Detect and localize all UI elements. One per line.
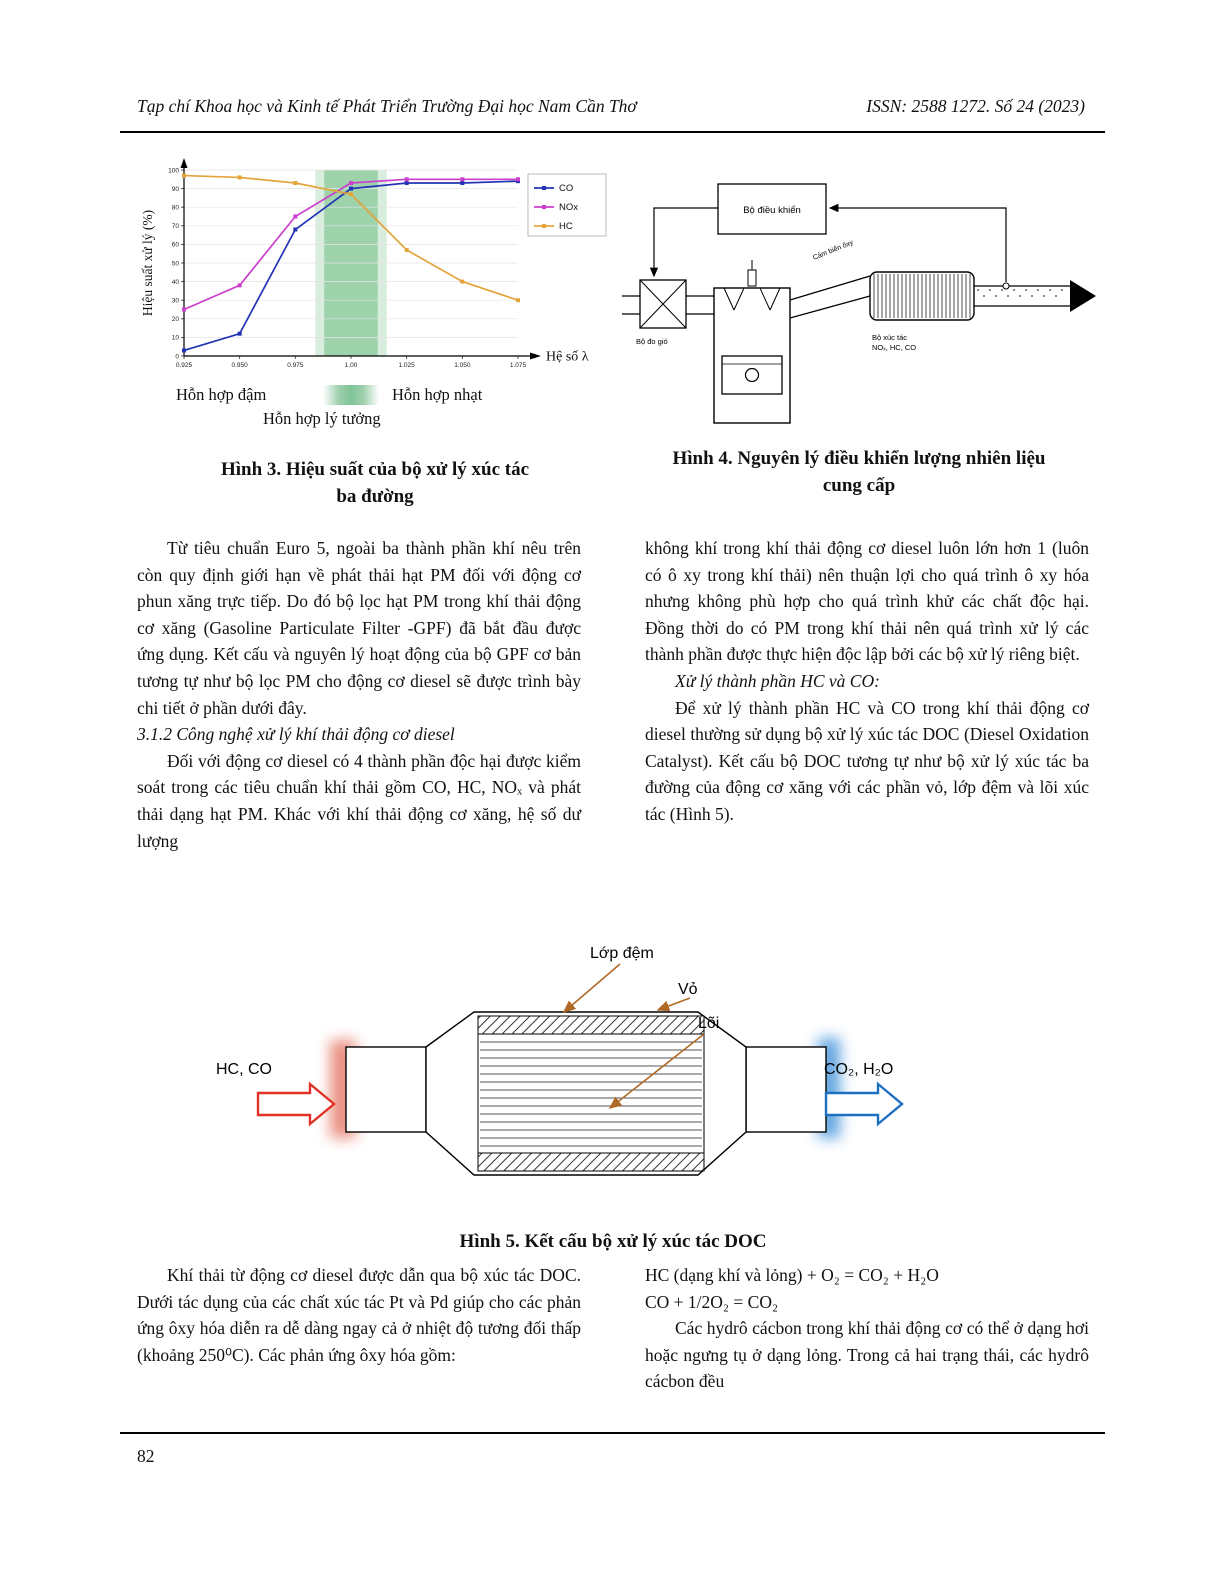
svg-text:Hệ số λ: Hệ số λ xyxy=(546,349,589,365)
outlet-pipe xyxy=(746,1047,826,1132)
sensor-feedback-line xyxy=(830,208,1006,282)
footer-rule xyxy=(120,1432,1105,1434)
exhaust-flow-arrow xyxy=(1070,280,1096,312)
svg-text:80: 80 xyxy=(171,204,179,212)
svg-text:HC: HC xyxy=(559,221,573,233)
svg-text:60: 60 xyxy=(171,241,179,249)
ideal-mixture-row xyxy=(140,409,610,433)
subsection-heading: 3.1.2 Công nghệ xử lý khí thải động cơ diesel xyxy=(137,724,455,745)
body-columns-top xyxy=(137,535,1089,854)
ecu-label: Bộ điều khiển xyxy=(743,205,801,216)
equation: CO + 1/2O₂ = CO₂ xyxy=(645,1291,779,1312)
paragraph: Đối với động cơ diesel có 4 thành phần độc hại được kiểm soát trong các tiêu chuẩn khí thải gồm CO, HC, NOₓ và phát thải dạng hạt PM. Khác với khí thải động cơ xăng, hệ số dư lượng xyxy=(137,750,581,851)
svg-text:1.050: 1.050 xyxy=(454,362,471,369)
equation: HC (dạng khí và lỏng) + O₂ = CO₂ + H₂O xyxy=(645,1265,939,1285)
paragraph: Khí thải từ động cơ diesel được dẫn qua bộ xúc tác DOC. Dưới tác dụng của các chất xúc tác Pt và Pd giúp cho các phản ứng ôxy hóa diễn ra dễ dàng ngay cả ở nhiệt độ tương đối thấp (khoảng 250⁰C). Các phản ứng ôxy hóa gồm: xyxy=(137,1265,581,1365)
svg-text:CO: CO xyxy=(559,183,574,195)
svg-text:0.975: 0.975 xyxy=(287,362,304,369)
svg-text:20: 20 xyxy=(171,316,179,324)
figure-5 xyxy=(137,942,1089,1256)
lean-mixture-label: Hỗn hợp nhạt xyxy=(392,385,483,404)
svg-text:70: 70 xyxy=(171,223,179,231)
svg-text:NOx: NOx xyxy=(559,202,578,214)
issn-issue: ISSN: 2588 1272. Số 24 (2023) xyxy=(866,96,1085,116)
body-columns-bottom xyxy=(137,1262,1089,1395)
airflow-meter xyxy=(640,280,686,328)
outlet-gas-label: CO₂, H₂O xyxy=(824,1061,894,1078)
svg-text:1.075: 1.075 xyxy=(509,362,527,369)
engine-cylinder xyxy=(714,260,790,423)
figure-3 xyxy=(140,156,610,510)
shell-callout-line xyxy=(658,998,690,1010)
lambda-sensor xyxy=(1003,283,1009,289)
rich-mixture-label: Hỗn hợp đậm xyxy=(176,385,267,404)
inlet-flow-arrow xyxy=(258,1084,334,1124)
figure5-diagram xyxy=(138,942,1088,1214)
svg-text:0.950: 0.950 xyxy=(231,362,248,369)
o2-sensor-label: Cảm biến ôxy xyxy=(812,239,855,262)
washcoat-top-mat xyxy=(478,1016,704,1034)
ideal-mixture-label: Hỗn hợp lý tưởng xyxy=(263,409,381,428)
figure-4 xyxy=(618,168,1100,499)
catalyst-label-2: NOₓ, HC, CO xyxy=(872,343,917,352)
paragraph: Từ tiêu chuẩn Euro 5, ngoài ba thành phần khí nêu trên còn quy định giới hạn về phát thải hạt PM đối với động cơ phun xăng trực tiếp. Do đó bộ lọc hạt PM trong khí thải động cơ xăng (Gasoline Particulate Filter -GPF) đã bắt đầu được ứng dụng. Kết cấu và nguyên lý hoạt động của bộ GPF cơ bản tương tự như bộ lọc PM cho động cơ diesel sẽ được trình bày chi tiết ở phần dưới đây. xyxy=(137,538,581,718)
journal-title: Tạp chí Khoa học và Kinh tế Phát Triển Trường Đại học Nam Cần Thơ xyxy=(137,96,637,116)
right-column xyxy=(645,535,1089,854)
airflow-label: Bộ đo gió xyxy=(636,337,668,346)
svg-text:90: 90 xyxy=(171,185,179,193)
catalytic-converter xyxy=(870,272,974,320)
page-header xyxy=(137,96,1085,117)
left-column xyxy=(137,535,581,854)
shell-label: Vỏ xyxy=(678,981,698,998)
figure5-caption: Hình 5. Kết cấu bộ xử lý xúc tác DOC xyxy=(459,1231,767,1252)
ideal-band-strip xyxy=(323,385,379,405)
left-column-bottom xyxy=(137,1262,581,1395)
svg-text:100: 100 xyxy=(168,167,179,175)
tailpipe-texture xyxy=(977,289,1063,297)
figure4-caption: Hình 4. Nguyên lý điều khiển lượng nhiên liệu cung cấp xyxy=(672,448,1046,496)
inlet-gas-label: HC, CO xyxy=(216,1061,272,1078)
paragraph: không khí trong khí thải động cơ diesel luôn lớn hơn 1 (luôn có ô xy trong khí thải) nên thuận lợi cho quá trình ô xy hóa nhưng không phù hợp cho quá trình khử các chất độc hại. Đồng thời do có PM trong khí thải nên quá trình xử lý các thành phần được thực hiện độc lập bởi các bộ xử lý riêng biệt. xyxy=(645,538,1089,665)
core-label: Lõi xyxy=(698,1015,720,1032)
washcoat-bottom-mat xyxy=(478,1153,704,1171)
exhaust-pipe-bottom xyxy=(790,296,870,318)
figure3-caption: Hình 3. Hiệu suất của bộ xử lý xúc tác ba đường xyxy=(220,459,530,507)
inlet-pipe xyxy=(346,1047,426,1132)
page-number: 82 xyxy=(137,1446,155,1466)
svg-text:1.00: 1.00 xyxy=(344,362,358,369)
svg-text:10: 10 xyxy=(171,334,179,342)
figure4-diagram xyxy=(618,168,1100,433)
figure3-chart xyxy=(140,156,610,378)
subsection-heading: Xử lý thành phần HC và CO: xyxy=(675,670,880,691)
svg-text:0.925: 0.925 xyxy=(175,362,193,369)
washcoat-callout-line xyxy=(564,964,620,1012)
substrate-outline xyxy=(478,1016,704,1171)
paragraph: Các hydrô cácbon trong khí thải động cơ có thể ở dạng hơi hoặc ngưng tụ ở dạng lỏng. Trong cả hai trạng thái, các hydrô cácbon đều xyxy=(645,1318,1089,1392)
piston xyxy=(722,356,782,394)
svg-text:30: 30 xyxy=(171,297,179,305)
exhaust-pipe-top xyxy=(790,276,870,300)
ecu-control-line xyxy=(654,208,718,276)
svg-text:1.025: 1.025 xyxy=(398,362,415,369)
washcoat-label: Lớp đệm xyxy=(590,945,654,962)
catalyst-label-1: Bộ xúc tác xyxy=(872,333,908,342)
svg-text:Hiệu suất xử lý (%): Hiệu suất xử lý (%) xyxy=(140,209,155,317)
right-column-bottom xyxy=(645,1262,1089,1395)
paragraph: Để xử lý thành phần HC và CO trong khí thải động cơ diesel thường sử dụng bộ xử lý xúc tác DOC (Diesel Oxidation Catalyst). Kết cấu bộ DOC tương tự như bộ xử lý xúc tác ba đường của động cơ xăng với các phần vỏ, lớp đệm và lõi xúc tác (Hình 5). xyxy=(645,697,1089,824)
svg-text:40: 40 xyxy=(171,278,179,286)
svg-text:0: 0 xyxy=(175,353,179,361)
mixture-band-row xyxy=(140,383,610,409)
svg-text:50: 50 xyxy=(171,260,179,268)
header-rule xyxy=(120,131,1105,133)
injector xyxy=(748,270,756,286)
